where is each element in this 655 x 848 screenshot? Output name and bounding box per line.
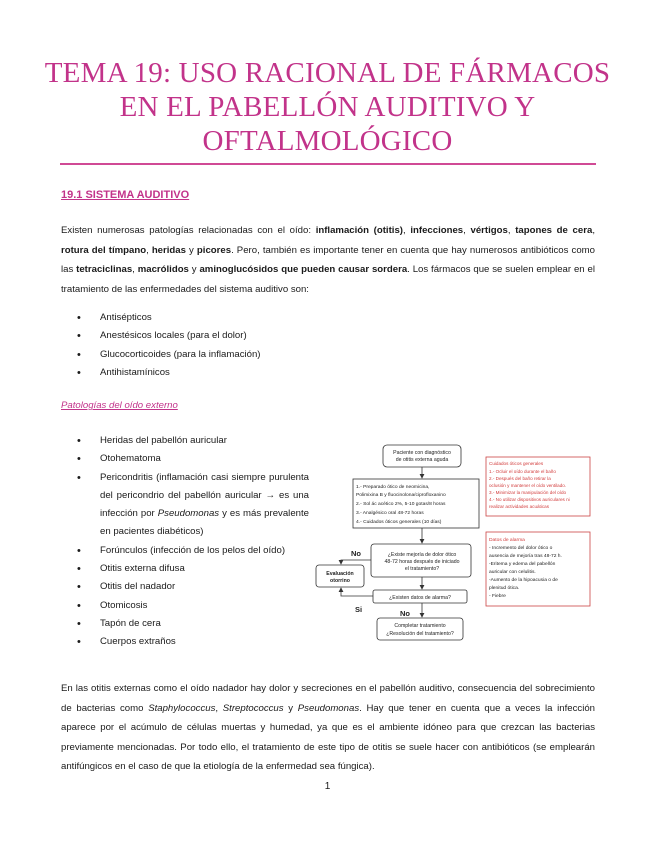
italic-run: Streptococcus xyxy=(222,702,284,714)
text-run: , xyxy=(132,264,138,275)
list-item: • Otomicosis xyxy=(61,597,309,615)
complete-text: Completar tratamiento xyxy=(394,623,446,629)
intro-paragraph xyxy=(61,221,595,299)
italic-run: Pseudomonas xyxy=(157,508,220,520)
subheading-external-ear: Patologías del oído externo xyxy=(61,400,178,411)
bold-run: aminoglucósidos que pueden causar sordera xyxy=(199,264,408,275)
care-text: 1.- Ocluir el oído durante el baño xyxy=(489,469,556,474)
list-item: • Antisépticos xyxy=(61,309,361,327)
question-text: el tratamiento? xyxy=(404,566,440,572)
arrow-icon: → xyxy=(265,489,276,501)
flow-arrow xyxy=(341,560,371,564)
italic-run: Staphylococcus xyxy=(148,702,216,714)
list-item: • Tapón de cera xyxy=(61,615,309,633)
care-text: realizar actividades acuáticas xyxy=(489,504,550,509)
title-line-1: TEMA 19: USO RACIONAL DE FÁRMACOS xyxy=(44,57,611,89)
text-run: y xyxy=(185,244,197,256)
page-title xyxy=(40,56,615,158)
text-run: , xyxy=(215,702,223,714)
alarm-text: - Incremento del dolor ótico o xyxy=(489,546,553,551)
no-label: No xyxy=(400,609,410,618)
text-run: En las otitis externas como el oído nadador hay dolor y secreciones en el pabellón auditivo, consecuencia del sobrecimiento de bacterias como xyxy=(61,683,595,714)
text-run: , xyxy=(592,225,595,236)
text-run: Pericondritis (inflamación casi siempre purulenta del pericondrio del pabellón auricular xyxy=(100,471,309,501)
treatment-text: Polimixina B y fluocinolona/ciprofloxanino xyxy=(356,493,446,498)
alarm-text: -Aumento de la hipoacusia o de xyxy=(489,578,558,583)
drug-list xyxy=(61,309,361,382)
bold-run: tetraciclinas xyxy=(76,264,133,275)
no-label: No xyxy=(351,549,361,558)
section-heading: 19.1 SISTEMA AUDITIVO xyxy=(61,189,190,201)
evaluation-text: otorrino xyxy=(330,578,350,584)
si-label: Si xyxy=(355,605,363,614)
bold-run: tapones de cera xyxy=(515,225,593,236)
list-item xyxy=(61,469,309,542)
otitis-flowchart xyxy=(315,440,595,650)
care-title: Cuidados óticos generales xyxy=(489,461,544,466)
bold-run: vértigos xyxy=(470,225,508,236)
list-item: • Forúnculos (infección de los pelos del oído) xyxy=(61,542,309,560)
text-run: Existen numerosas patologías relacionadas con el oído: xyxy=(61,225,316,236)
question-text: 48-72 horas después de iniciado xyxy=(384,559,460,565)
question-text: ¿Existe mejoría de dolor ótico xyxy=(387,552,457,558)
start-text: Paciente con diagnóstico xyxy=(393,450,451,456)
list-item: • Otitis del nadador xyxy=(61,578,309,596)
list-item: • Heridas del pabellón auricular xyxy=(61,432,309,450)
bold-run: picores xyxy=(196,244,232,256)
list-item: • Anestésicos locales (para el dolor) xyxy=(61,327,361,345)
treatment-text: 4.- Cuidados óticos generales (10 días) xyxy=(356,520,442,525)
alarm-text: ausencia de mejoría tras 48-72 h. xyxy=(489,554,562,559)
treatment-text: 2.- Sol ác acético 2%, 5-10 gotas/8 horas xyxy=(356,502,446,507)
evaluation-text: Evaluación xyxy=(326,571,354,577)
text-run: . Pero, también es importante tener en cuenta que hay numerosos antibióticos como las xyxy=(61,244,595,275)
title-underline xyxy=(60,163,596,165)
text-run: . Los fármacos que se suelen emplear en el tratamiento de las enfermedades del sistema auditivo son: xyxy=(61,264,595,295)
care-text: 4.- No utilizar dispositivos auriculares ni xyxy=(489,497,570,502)
alarm-question-text: ¿Existen datos de alarma? xyxy=(389,595,451,601)
alarm-text: auricular con celulitis. xyxy=(489,570,536,575)
italic-run: Pseudomonas xyxy=(297,702,360,714)
title-line-2: EN EL PABELLÓN AUDITIVO Y xyxy=(119,91,536,123)
text-run: , xyxy=(403,225,411,236)
care-text: 2.- Después del baño retirar la xyxy=(489,476,551,481)
text-run: y xyxy=(188,264,200,275)
text-run: , xyxy=(146,244,152,256)
list-item: • Antihistamínicos xyxy=(61,364,361,382)
flow-arrow xyxy=(341,588,373,596)
text-run: , xyxy=(463,225,471,236)
alarm-title: Datos de alarma xyxy=(489,538,525,543)
bold-run: macrólidos xyxy=(137,264,189,275)
text-run: es una infección por xyxy=(100,489,309,520)
alarm-text: - Fiebre xyxy=(489,594,506,599)
start-box xyxy=(383,445,461,467)
care-text: 3.- Minimizar la manipulación del oído xyxy=(489,490,567,495)
alarm-text: plenitud ótica. xyxy=(489,586,520,591)
list-item: • Otohematoma xyxy=(61,450,309,468)
bold-run: infecciones xyxy=(410,225,464,236)
text-run: . Hay que tener en cuenta que a veces la infección aparece por el acúmulo de células muertas y humedad, ya que es el ambiente idóneo para que crezcan las bacterias previamente mencionadas. Por todo ello, el tratamiento de este tipo de otitis se suele hacer con antibióticos (se emplearán antifúngicos en el caso de que la etiología de la enfermedad sea fúngica). xyxy=(61,702,595,772)
bold-run: heridas xyxy=(151,244,186,256)
list-item: • Otitis externa difusa xyxy=(61,560,309,578)
treatment-text: 3.- Analgésico oral 48-72 horas xyxy=(356,511,424,516)
text-run: , xyxy=(507,225,516,236)
page-number: 1 xyxy=(324,781,331,792)
otitis-paragraph xyxy=(61,679,595,777)
alarm-text: -Eritema y edema del pabellón xyxy=(489,562,556,567)
complete-text: ¿Resolución del tratamiento? xyxy=(386,631,454,637)
title-line-3: OFTALMOLÓGICO xyxy=(202,125,453,157)
start-text: de otitis externa aguda xyxy=(395,457,449,463)
list-item: • Cuerpos extraños xyxy=(61,633,309,651)
list-item: • Glucocorticoides (para la inflamación) xyxy=(61,346,361,364)
text-run: y xyxy=(283,702,298,714)
treatment-text: 1.- Preparado ótico de neomicina, xyxy=(356,485,430,490)
bold-run: inflamación (otitis) xyxy=(315,225,403,236)
pathology-list xyxy=(61,432,309,652)
care-text: oclusión y mantener el oído ventilado. xyxy=(489,483,567,488)
bold-run: rotura del tímpano xyxy=(61,244,147,256)
text-run: y es más prevalente en pacientes diabéticos) xyxy=(100,508,309,538)
